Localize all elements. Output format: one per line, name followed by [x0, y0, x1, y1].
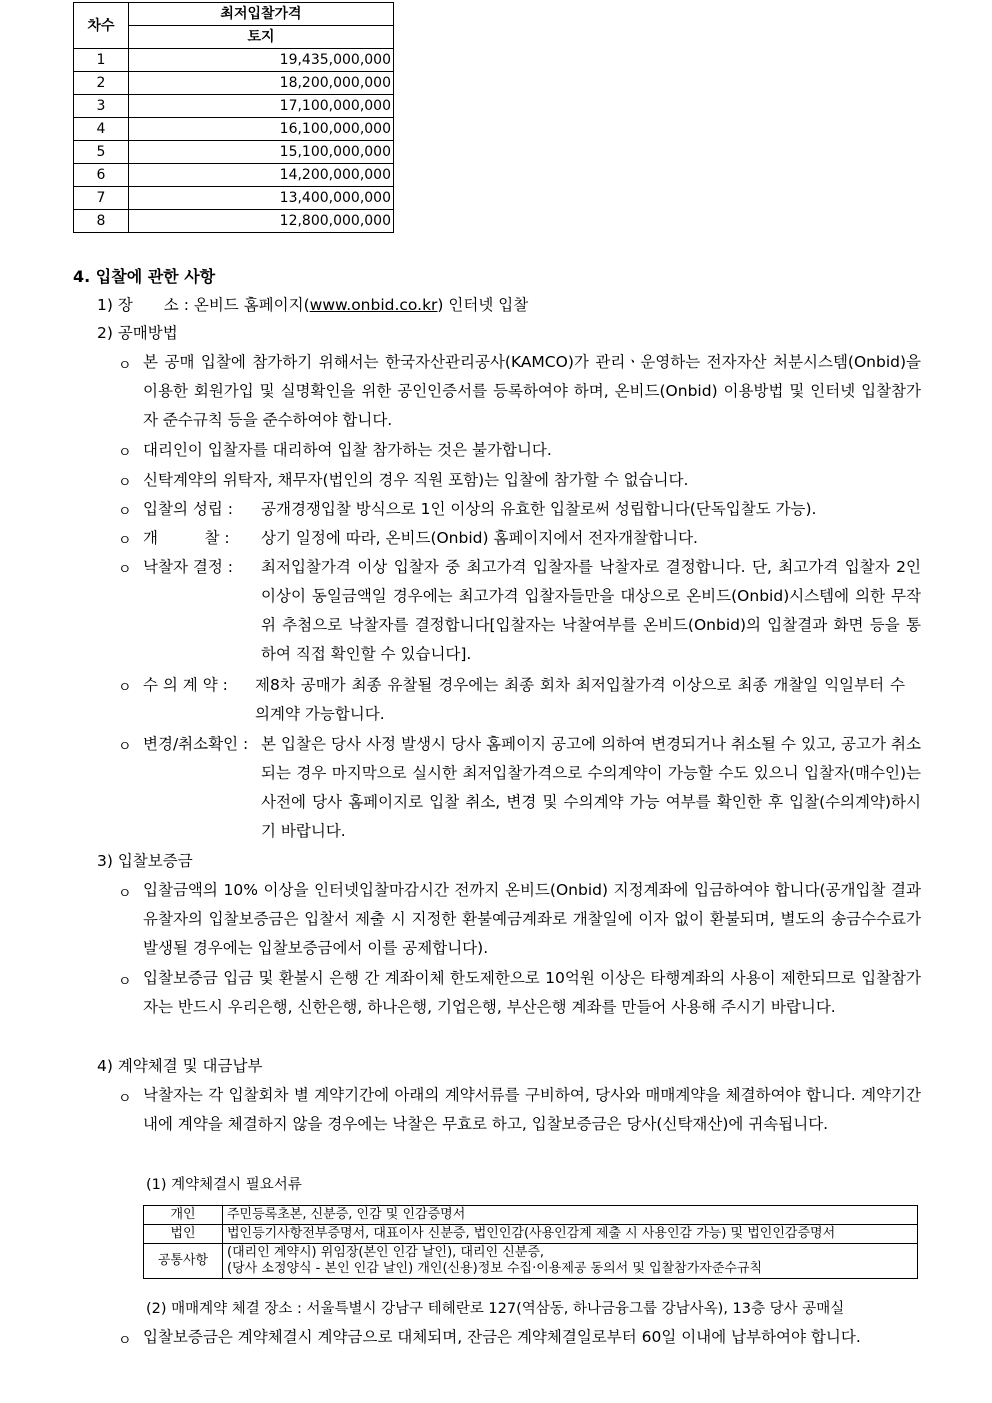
table-row: [144, 1225, 918, 1244]
table-row: [74, 164, 394, 187]
required-documents-table: [143, 1205, 918, 1279]
table-row: [74, 72, 394, 95]
minimum-bid-price-table: [73, 2, 394, 233]
round-number: 5: [74, 141, 129, 164]
table-row: [74, 141, 394, 164]
round-number: 1: [74, 49, 129, 72]
round-number: 6: [74, 164, 129, 187]
method-paragraph-2: 대리인이 입찰자를 대리하여 입찰 참가하는 것은 불가합니다.: [143, 441, 552, 459]
table-row: [74, 187, 394, 210]
winner-text: 최저입찰가격 이상 입찰자 중 최고가격 입찰자를 낙찰자로 결정합니다. 단, 최고가격 입찰자 2인 이상이 동일금액일 경우에는 최고가격 입찰자들만을 대상으로 온비드(Onbid)시스템에 의한 무작위 추첨으로 낙찰자를 결정합니다[입찰자는 낙찰여부를 온비드(Onbid)의 입찰결과 화면 등을 통하여 직접 확인할 수 있습니다].: [261, 558, 921, 663]
deposit-paragraph-2: 입찰보증금 입금 및 환불시 은행 간 계좌이체 한도제한으로 10억원 이상은 타행계좌의 사용이 제한되므로 입찰참가자는 반드시 우리은행, 신한은행, 하나은행, 기업은행, 부산은행 계좌를 만들어 사용해 주시기 바랍니다.: [143, 969, 921, 1016]
place-line: [97, 291, 528, 320]
minimum-price-amount: 13,400,000,000: [129, 187, 394, 210]
bullet: ㅇ: [118, 533, 132, 549]
contract-title: 4) 계약체결 및 대금납부: [97, 1057, 263, 1075]
negotiated-text: 제8차 공매가 최종 유찰될 경우에는 최종 회차 최저입찰가격 이상으로 최종 개찰일 익일부터 수의계약 가능합니다.: [255, 676, 905, 723]
doc-description: [223, 1244, 918, 1279]
place-label: 1) 장 소 : 온비드 홈페이지(: [97, 296, 310, 314]
minimum-price-amount: 12,800,000,000: [129, 210, 394, 233]
opening-label: 개 찰 :: [143, 529, 230, 547]
negotiated-label: 수 의 계 약 :: [143, 676, 228, 694]
minimum-price-amount: 17,100,000,000: [129, 95, 394, 118]
method-paragraph-3: 신탁계약의 위탁자, 채무자(법인의 경우 직원 포함)는 입찰에 참가할 수 없습니다.: [143, 471, 689, 489]
doc-description-line-1: (대리인 계약시) 위임장(본인 인감 날인), 대리인 신분증,: [227, 1245, 545, 1260]
table-row: [74, 95, 394, 118]
header-minimum-price: 최저입찰가격: [129, 3, 394, 26]
doc-category: 법인: [144, 1225, 223, 1244]
documents-title: (1) 계약체결시 필요서류: [146, 1177, 302, 1193]
minimum-price-amount: 19,435,000,000: [129, 49, 394, 72]
winner-label: 낙찰자 결정 :: [143, 558, 233, 576]
onbid-link[interactable]: www.onbid.co.kr: [309, 296, 438, 314]
table-row: [74, 210, 394, 233]
round-number: 3: [74, 95, 129, 118]
bullet: ㅇ: [118, 504, 132, 520]
opening-text: 상기 일정에 따라, 온비드(Onbid) 홈페이지에서 전자개찰합니다.: [261, 529, 698, 547]
doc-description: 법인등기사항전부증명서, 대표이사 신분증, 법인인감(사용인감계 제출 시 사용인감 가능) 및 법인인감증명서: [223, 1225, 918, 1244]
table-row: [74, 118, 394, 141]
contract-place: (2) 매매계약 체결 장소 : 서울특별시 강남구 테헤란로 127(역삼동, 하나금융그룹 강남사옥), 13층 당사 공매실: [146, 1301, 845, 1317]
place-suffix: ) 인터넷 입찰: [437, 296, 529, 314]
round-number: 2: [74, 72, 129, 95]
minimum-price-amount: 14,200,000,000: [129, 164, 394, 187]
bullet: ㅇ: [118, 974, 132, 990]
doc-category: 공통사항: [144, 1244, 223, 1279]
bullet: ㅇ: [118, 445, 132, 461]
table-row: [144, 1244, 918, 1279]
header-round: 차수: [74, 3, 129, 49]
table-row: [74, 49, 394, 72]
deposit-paragraph-1: 입찰금액의 10% 이상을 인터넷입찰마감시간 전까지 온비드(Onbid) 지정계좌에 입금하여야 합니다(공개입찰 결과 유찰자의 입찰보증금은 입찰서 제출 시 지정한 환불예금계좌로 개찰일에 이자 없이 환불되며, 별도의 송금수수료가 발생될 경우에는 입찰보증금에서 이를 공제합니다).: [143, 881, 921, 957]
bullet: ㅇ: [118, 475, 132, 491]
minimum-price-amount: 15,100,000,000: [129, 141, 394, 164]
establishment-label: 입찰의 성립 :: [143, 500, 233, 518]
minimum-price-amount: 18,200,000,000: [129, 72, 394, 95]
method-title: 2) 공매방법: [97, 324, 178, 342]
contract-paragraph-2: 입찰보증금은 계약체결시 계약금으로 대체되며, 잔금은 계약체결일로부터 60일 이내에 납부하여야 합니다.: [143, 1328, 861, 1346]
establishment-text: 공개경쟁입찰 방식으로 1인 이상의 유효한 입찰로써 성립합니다(단독입찰도 가능).: [261, 500, 817, 518]
deposit-title: 3) 입찰보증금: [97, 852, 193, 870]
table-row: [144, 1206, 918, 1225]
bullet: ㅇ: [118, 358, 132, 374]
round-number: 4: [74, 118, 129, 141]
section-title: 4. 입찰에 관한 사항: [73, 267, 216, 286]
header-land: 토지: [129, 26, 394, 49]
bullet: ㅇ: [118, 562, 132, 578]
round-number: 7: [74, 187, 129, 210]
bullet: ㅇ: [118, 1091, 132, 1107]
round-number: 8: [74, 210, 129, 233]
bullet: ㅇ: [118, 1333, 132, 1349]
bullet: ㅇ: [118, 886, 132, 902]
method-paragraph-1: 본 공매 입찰에 참가하기 위해서는 한국자산관리공사(KAMCO)가 관리ㆍ운영하는 전자자산 처분시스템(Onbid)을 이용한 회원가입 및 실명확인을 위한 공인인증서를 등록하여야 하며, 온비드(Onbid) 이용방법 및 인터넷 입찰참가자 준수규칙 등을 준수하여야 합니다.: [143, 353, 921, 429]
minimum-price-amount: 16,100,000,000: [129, 118, 394, 141]
doc-description-line-2: (당사 소정양식 - 본인 인감 날인) 개인(신용)정보 수집·이용제공 동의서 및 입찰참가자준수규칙: [227, 1261, 763, 1276]
doc-category: 개인: [144, 1206, 223, 1225]
contract-paragraph-1: 낙찰자는 각 입찰회차 별 계약기간에 아래의 계약서류를 구비하여, 당사와 매매계약을 체결하여야 합니다. 계약기간 내에 계약을 체결하지 않을 경우에는 낙찰은 무효로 하고, 입찰보증금은 당사(신탁재산)에 귀속됩니다.: [143, 1086, 921, 1133]
change-label: 변경/취소확인 :: [143, 735, 249, 753]
bullet: ㅇ: [118, 739, 132, 755]
change-text: 본 입찰은 당사 사정 발생시 당사 홈페이지 공고에 의하여 변경되거나 취소될 수 있고, 공고가 취소되는 경우 마지막으로 실시한 최저입찰가격으로 수의계약이 가능할 수도 있으니 입찰자(매수인)는 사전에 당사 홈페이지로 입찰 취소, 변경 및 수의계약 가능 여부를 확인한 후 입찰(수의계약)하시기 바랍니다.: [261, 735, 921, 840]
doc-description: 주민등록초본, 신분증, 인감 및 인감증명서: [223, 1206, 918, 1225]
bullet: ㅇ: [118, 680, 132, 696]
